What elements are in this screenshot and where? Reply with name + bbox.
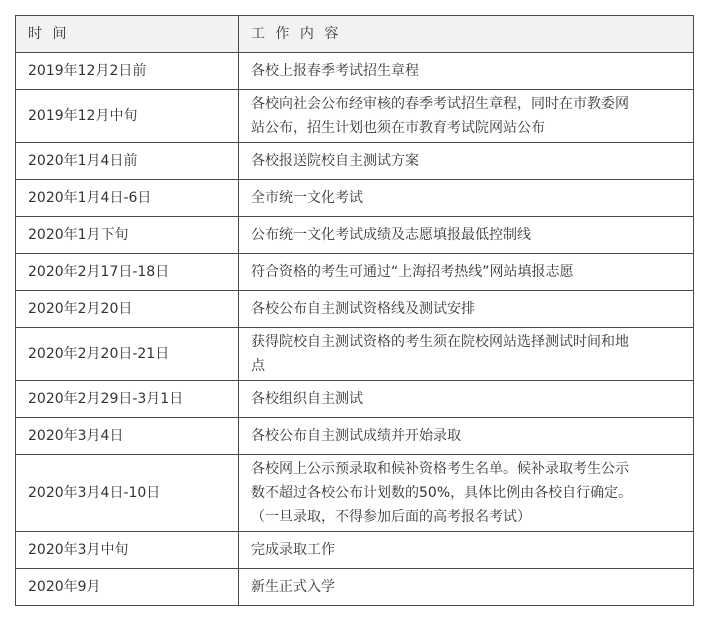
row-time: 2020年1月4日-6日 — [16, 180, 239, 217]
content-line: 获得院校自主测试资格的考生须在院校网站选择测试时间和地 — [251, 334, 629, 350]
table-row — [16, 53, 694, 90]
content-line: （一旦录取，不得参加后面的高考报名考试） — [251, 509, 531, 525]
table-row — [16, 455, 694, 532]
row-content — [239, 381, 694, 418]
row-content — [239, 217, 694, 254]
content-line: 完成录取工作 — [251, 542, 335, 558]
row-time: 2020年2月17日-18日 — [16, 254, 239, 291]
header-time: 时 间 — [16, 16, 239, 53]
content-line: 新生正式入学 — [251, 579, 335, 595]
table-row — [16, 217, 694, 254]
content-line: 各校向社会公布经审核的春季考试招生章程，同时在市教委网 — [251, 96, 629, 112]
row-content — [239, 254, 694, 291]
row-time: 2020年2月29日-3月1日 — [16, 381, 239, 418]
table-row — [16, 328, 694, 381]
table-row — [16, 381, 694, 418]
schedule-table-container — [15, 15, 694, 606]
row-time: 2020年3月4日 — [16, 418, 239, 455]
content-line: 数不超过各校公布计划数的50%，具体比例由各校自行确定。 — [251, 485, 633, 501]
table-row — [16, 254, 694, 291]
row-time: 2020年2月20日-21日 — [16, 328, 239, 381]
row-time: 2020年3月中旬 — [16, 532, 239, 569]
row-content — [239, 532, 694, 569]
content-line: 各校报送院校自主测试方案 — [251, 153, 419, 169]
content-line: 各校公布自主测试成绩并开始录取 — [251, 428, 461, 444]
row-time: 2020年1月下旬 — [16, 217, 239, 254]
content-line: 全市统一文化考试 — [251, 190, 363, 206]
row-content — [239, 291, 694, 328]
content-line: 站公布，招生计划也须在市教育考试院网站公布 — [251, 120, 545, 136]
row-content — [239, 455, 694, 532]
table-row — [16, 143, 694, 180]
row-content — [239, 180, 694, 217]
row-time: 2020年1月4日前 — [16, 143, 239, 180]
row-content — [239, 90, 694, 143]
table-row — [16, 532, 694, 569]
content-line: 各校网上公示预录取和候补资格考生名单。候补录取考生公示 — [251, 461, 629, 477]
row-content — [239, 569, 694, 606]
header-content: 工 作 内 容 — [239, 16, 694, 53]
table-row — [16, 291, 694, 328]
row-content — [239, 418, 694, 455]
content-line: 各校组织自主测试 — [251, 391, 363, 407]
table-row — [16, 180, 694, 217]
row-time: 2020年3月4日-10日 — [16, 455, 239, 532]
table-row — [16, 569, 694, 606]
content-line: 各校上报春季考试招生章程 — [251, 63, 419, 79]
content-line: 点 — [251, 358, 265, 374]
table-row — [16, 90, 694, 143]
row-time: 2019年12月中旬 — [16, 90, 239, 143]
row-content — [239, 53, 694, 90]
row-time: 2020年9月 — [16, 569, 239, 606]
schedule-table — [15, 15, 694, 606]
content-line: 各校公布自主测试资格线及测试安排 — [251, 301, 475, 317]
content-line: 公布统一文化考试成绩及志愿填报最低控制线 — [251, 227, 531, 243]
row-time: 2019年12月2日前 — [16, 53, 239, 90]
table-header-row — [16, 16, 694, 53]
row-content — [239, 328, 694, 381]
table-row — [16, 418, 694, 455]
content-line: 符合资格的考生可通过“上海招考热线”网站填报志愿 — [251, 264, 574, 280]
row-time: 2020年2月20日 — [16, 291, 239, 328]
row-content — [239, 143, 694, 180]
